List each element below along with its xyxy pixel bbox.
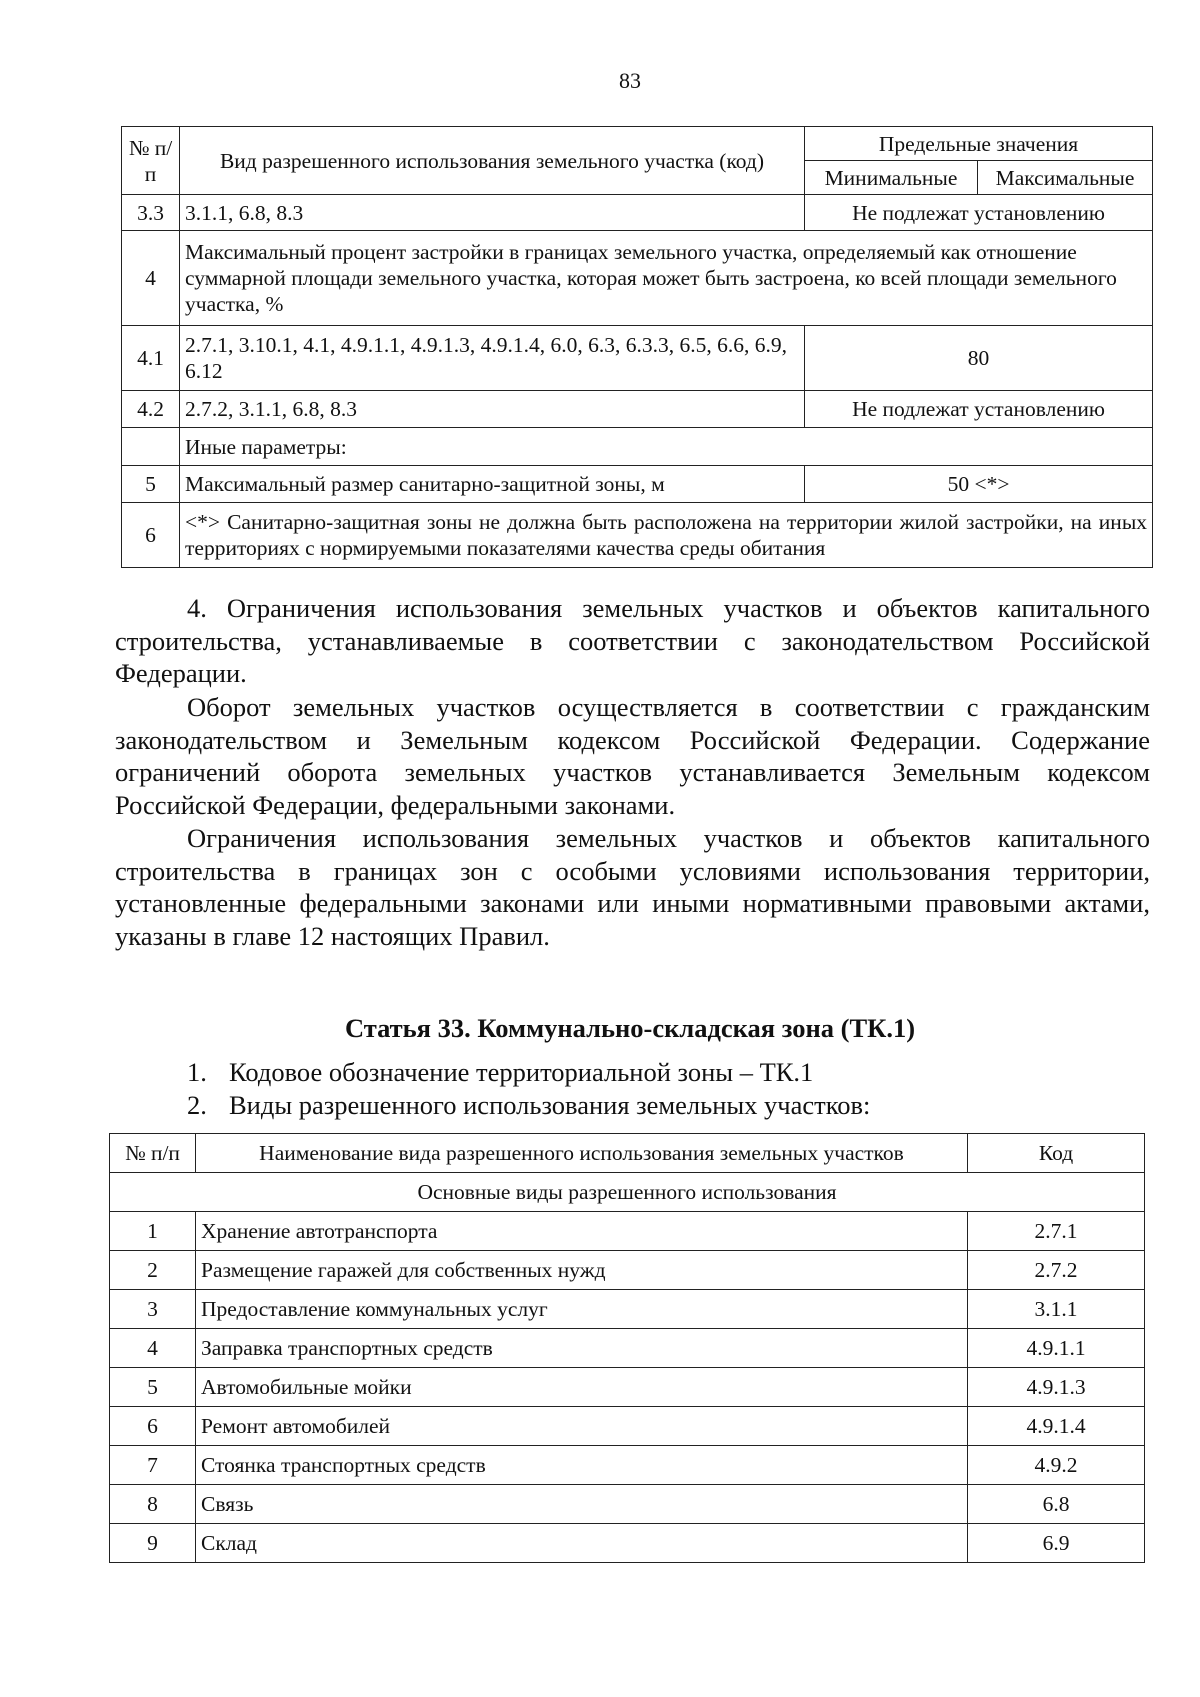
header-max: Максимальные: [978, 161, 1153, 195]
list-item-num: 1.: [187, 1057, 207, 1087]
paragraph: Ограничения использования земельных участков и объектов капитального строительства в границах зон с особыми условиями использования территории, установленные федеральными законами или иными нормативными правовыми актами, указаны в главе 12 настоящих Правил.: [115, 823, 1150, 952]
section-title: Основные виды разрешенного использования: [110, 1173, 1145, 1212]
header-code: Код: [968, 1134, 1145, 1173]
list-item-text: Кодовое обозначение территориальной зоны – ТК.1: [229, 1057, 814, 1087]
row-code: 3.1.1: [968, 1290, 1145, 1329]
row-value: Не подлежат установлению: [805, 195, 1153, 231]
row-code: 4.9.1.4: [968, 1407, 1145, 1446]
table-row: [110, 1407, 1145, 1446]
row-code: 2.7.1: [968, 1212, 1145, 1251]
list-item: [187, 1057, 813, 1088]
row-num: 3.3: [122, 195, 180, 231]
row-text: Максимальный процент застройки в границах земельного участка, определяемый как отношение суммарной площади земельного участка, которая может быть застроена, ко всей площади земельного участка, %: [180, 231, 1153, 326]
table-row: [122, 503, 1153, 568]
row-codes: 2.7.2, 3.1.1, 6.8, 8.3: [180, 391, 805, 428]
header-num: № п/п: [110, 1134, 196, 1173]
row-text: <*> Санитарно-защитная зоны не должна быть расположена на территории жилой застройки, на иных территориях с нормируемыми показателями качества среды обитания: [180, 503, 1153, 568]
row-num: 8: [110, 1485, 196, 1524]
row-value: 50 <*>: [805, 466, 1153, 503]
article-title: Статья 33. Коммунально-складская зона (ТК.1): [344, 1013, 916, 1043]
list-item-num: 2.: [187, 1090, 207, 1120]
row-name: Размещение гаражей для собственных нужд: [196, 1251, 968, 1290]
row-name: Связь: [196, 1485, 968, 1524]
header-use-type: Вид разрешенного использования земельного участка (код): [180, 127, 805, 195]
table-row: [110, 1251, 1145, 1290]
row-code: 6.9: [968, 1524, 1145, 1563]
row-num: 5: [110, 1368, 196, 1407]
table-row: [110, 1212, 1145, 1251]
row-num: 6: [110, 1407, 196, 1446]
paragraph: Оборот земельных участков осуществляется в соответствии с гражданским законодательством и Земельным кодексом Российской Федерации. Содержание ограничений оборота земельных участков устанавливается Земельным кодексом Российской Федерации, федеральными законами.: [115, 692, 1150, 821]
table-row: [122, 428, 1153, 466]
table-row: [122, 231, 1153, 326]
row-num: 4: [110, 1329, 196, 1368]
table-row: [122, 466, 1153, 503]
table-row: [110, 1446, 1145, 1485]
table-row: [110, 1524, 1145, 1563]
row-codes: 3.1.1, 6.8, 8.3: [180, 195, 805, 231]
row-num: 3: [110, 1290, 196, 1329]
row-num: 1: [110, 1212, 196, 1251]
row-num-empty: [122, 428, 180, 466]
row-name: Ремонт автомобилей: [196, 1407, 968, 1446]
row-name: Предоставление коммунальных услуг: [196, 1290, 968, 1329]
header-min: Минимальные: [805, 161, 978, 195]
uses-table: [109, 1133, 1145, 1563]
row-name: Стоянка транспортных средств: [196, 1446, 968, 1485]
header-name: Наименование вида разрешенного использования земельных участков: [196, 1134, 968, 1173]
row-num: 4.1: [122, 326, 180, 391]
row-value: Не подлежат установлению: [805, 391, 1153, 428]
row-name: Заправка транспортных средств: [196, 1329, 968, 1368]
row-name: Хранение автотранспорта: [196, 1212, 968, 1251]
table-row: [122, 326, 1153, 391]
row-code: 4.9.1.1: [968, 1329, 1145, 1368]
row-num: 5: [122, 466, 180, 503]
row-name: Склад: [196, 1524, 968, 1563]
row-num: 7: [110, 1446, 196, 1485]
table-row: [122, 391, 1153, 428]
row-num: 9: [110, 1524, 196, 1563]
page-number: 83: [619, 68, 641, 93]
row-num: 6: [122, 503, 180, 568]
table-row: [110, 1368, 1145, 1407]
row-code: 2.7.2: [968, 1251, 1145, 1290]
limits-table: [121, 126, 1153, 568]
row-text: Иные параметры:: [180, 428, 1153, 466]
row-code: 4.9.1.3: [968, 1368, 1145, 1407]
row-value: 80: [805, 326, 1153, 391]
paragraph: 4. Ограничения использования земельных участков и объектов капитального строительства, устанавливаемые в соответствии с законодательством Российской Федерации.: [115, 593, 1150, 689]
row-name: Автомобильные мойки: [196, 1368, 968, 1407]
row-code: 4.9.2: [968, 1446, 1145, 1485]
table-row: [110, 1485, 1145, 1524]
list-item-text: Виды разрешенного использования земельных участков:: [229, 1090, 871, 1120]
row-num: 2: [110, 1251, 196, 1290]
table-row: [110, 1329, 1145, 1368]
table-row: [122, 195, 1153, 231]
row-num: 4.2: [122, 391, 180, 428]
header-limits: Предельные значения: [805, 127, 1153, 161]
list-item: [187, 1090, 870, 1121]
header-num: № п/п: [122, 127, 180, 195]
row-num: 4: [122, 231, 180, 326]
row-code: 6.8: [968, 1485, 1145, 1524]
table-row: [110, 1290, 1145, 1329]
row-codes: 2.7.1, 3.10.1, 4.1, 4.9.1.1, 4.9.1.3, 4.9.1.4, 6.0, 6.3, 6.3.3, 6.5, 6.6, 6.9, 6.12: [180, 326, 805, 391]
row-text: Максимальный размер санитарно-защитной зоны, м: [180, 466, 805, 503]
